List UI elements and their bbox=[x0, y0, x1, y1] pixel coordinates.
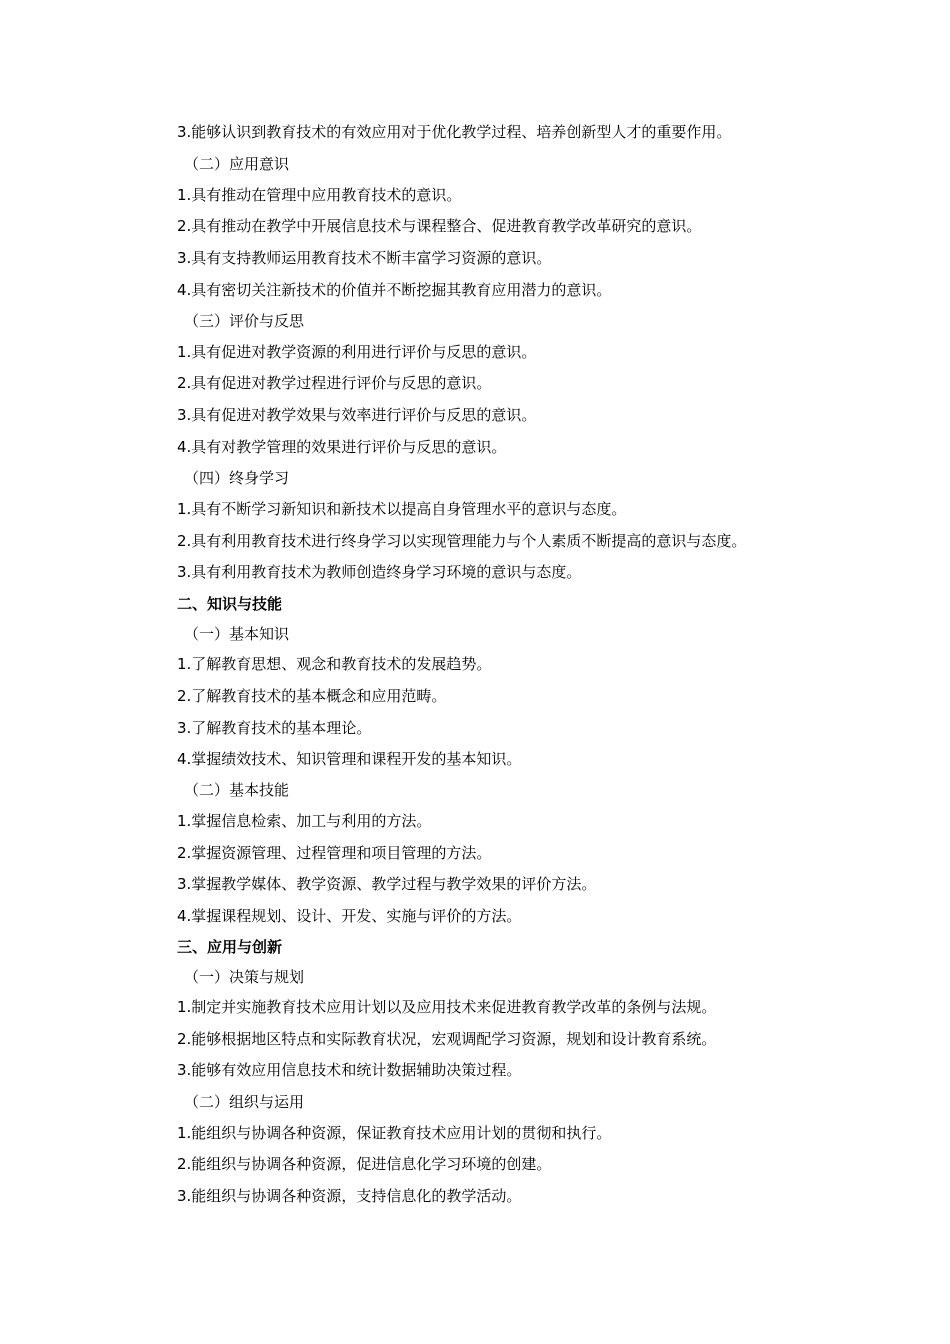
list-item: 3.能够认识到教育技术的有效应用对于优化教学过程、培养创新型人才的重要作用。 bbox=[177, 123, 732, 141]
list-item: 4.具有对教学管理的效果进行评价与反思的意识。 bbox=[177, 438, 507, 456]
section-subheading: （四）终身学习 bbox=[184, 469, 290, 487]
list-item: 3.掌握教学媒体、教学资源、教学过程与教学效果的评价方法。 bbox=[177, 875, 597, 893]
list-item: 3.具有利用教育技术为教师创造终身学习环境的意识与态度。 bbox=[177, 563, 582, 581]
section-subheading: （二）基本技能 bbox=[184, 781, 290, 799]
section-subheading: （二）组织与运用 bbox=[184, 1093, 305, 1111]
list-item: 3.了解教育技术的基本理论。 bbox=[177, 719, 372, 737]
list-item: 3.能组织与协调各种资源，支持信息化的教学活动。 bbox=[177, 1187, 522, 1205]
list-item: 4.掌握绩效技术、知识管理和课程开发的基本知识。 bbox=[177, 750, 522, 768]
list-item: 2.能够根据地区特点和实际教育状况，宏观调配学习资源，规划和设计教育系统。 bbox=[177, 1030, 717, 1048]
section-subheading: （三）评价与反思 bbox=[184, 312, 305, 330]
list-item: 2.了解教育技术的基本概念和应用范畴。 bbox=[177, 687, 447, 705]
list-item: 1.具有促进对教学资源的利用进行评价与反思的意识。 bbox=[177, 343, 537, 361]
list-item: 2.掌握资源管理、过程管理和项目管理的方法。 bbox=[177, 844, 492, 862]
section-subheading: （一）决策与规划 bbox=[184, 968, 305, 986]
section-heading: 二、知识与技能 bbox=[177, 595, 283, 613]
list-item: 2.具有促进对教学过程进行评价与反思的意识。 bbox=[177, 374, 492, 392]
list-item: 4.具有密切关注新技术的价值并不断挖掘其教育应用潜力的意识。 bbox=[177, 281, 612, 299]
list-item: 2.具有利用教育技术进行终身学习以实现管理能力与个人素质不断提高的意识与态度。 bbox=[177, 532, 747, 550]
list-item: 2.具有推动在教学中开展信息技术与课程整合、促进教育教学改革研究的意识。 bbox=[177, 217, 702, 235]
section-subheading: （一）基本知识 bbox=[184, 625, 290, 643]
list-item: 1.了解教育思想、观念和教育技术的发展趋势。 bbox=[177, 655, 492, 673]
list-item: 3.能够有效应用信息技术和统计数据辅助决策过程。 bbox=[177, 1061, 522, 1079]
list-item: 1.掌握信息检索、加工与利用的方法。 bbox=[177, 812, 432, 830]
list-item: 2.能组织与协调各种资源，促进信息化学习环境的创建。 bbox=[177, 1155, 552, 1173]
list-item: 1.具有不断学习新知识和新技术以提高自身管理水平的意识与态度。 bbox=[177, 500, 627, 518]
list-item: 1.具有推动在管理中应用教育技术的意识。 bbox=[177, 186, 462, 204]
list-item: 3.具有支持教师运用教育技术不断丰富学习资源的意识。 bbox=[177, 249, 552, 267]
list-item: 4.掌握课程规划、设计、开发、实施与评价的方法。 bbox=[177, 907, 522, 925]
list-item: 1.能组织与协调各种资源，保证教育技术应用计划的贯彻和执行。 bbox=[177, 1124, 612, 1142]
section-subheading: （二）应用意识 bbox=[184, 155, 290, 173]
list-item: 1.制定并实施教育技术应用计划以及应用技术来促进教育教学改革的条例与法规。 bbox=[177, 998, 717, 1016]
list-item: 3.具有促进对教学效果与效率进行评价与反思的意识。 bbox=[177, 406, 537, 424]
section-heading: 三、应用与创新 bbox=[177, 938, 283, 956]
